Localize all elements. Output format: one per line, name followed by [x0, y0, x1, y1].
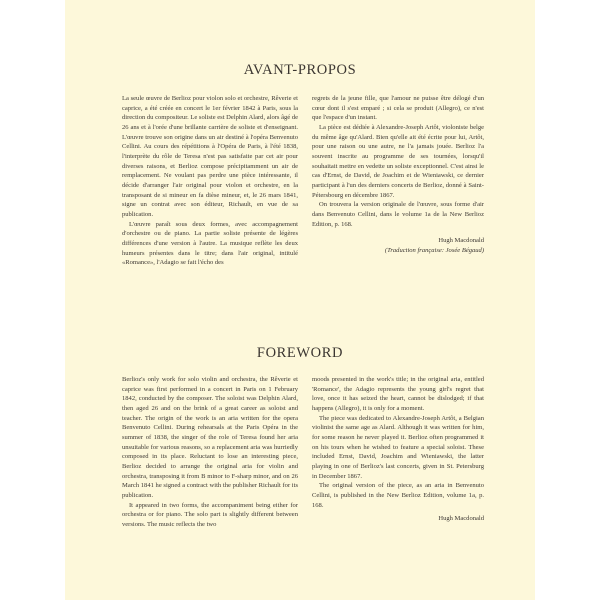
english-signature: Hugh Macdonald: [438, 515, 484, 523]
french-paragraph-1: La seule œuvre de Berlioz pour violon solo et orchestre, Rêverie et caprice, a été créée en concert le 1er février 1842 à Paris, sous la direction du compositeur. Le soliste est Delphin Alard, alors âgé de 26 ans et à l'orée d'une brillante carrière de soliste et d'enseignant. L'œuvre trouve son origine dans un air destiné à l'opéra Benvenuto Cellini. Au cours des répétitions à l'Opéra de Paris, à l'été 1838, l'interprète du rôle de Teresa n'est pas satisfaite par cet air pour diverses raisons, et Berlioz compose précipitamment un air de remplacement. Ne voulant pas perdre une pièce intéressante, il décide d'arranger l'air original pour violon et orchestre, en la transposant de si mineur en fa dièse mineur, et, le 26 mars 1841, signe un contrat avec son éditeur, Richault, en vue de sa publication.: [122, 95, 298, 218]
french-right-column: [312, 94, 484, 256]
french-section-title: AVANT-PROPOS: [243, 62, 357, 78]
english-paragraph-4: The piece was dedicated to Alexandre-Joseph Artôt, a Belgian violinist the same age as Alard. Although it was written for him, for some reason he never played it. Berlioz often programmed it on his tours when he wished to feature a special soloist. These included Ernst, David, Joachim and Wieniawski, the latter playing in one of Berlioz's last concerts, given in St. Petersburg in December 1867.: [312, 414, 484, 480]
french-paragraph-2: L'œuvre paraît sous deux formes, avec accompagnement d'orchestre ou de piano. La partie soliste présente de légères différences d'une version à l'autre. La musique reflète les deux humeurs présentes dans le titre; dans l'air original, intitulé «Romance», l'Adagio se fait l'écho des: [122, 220, 298, 267]
translation-credit: (Traduction française: Josée Bégaud): [384, 246, 484, 254]
french-paragraph-4: La pièce est dédiée à Alexandre-Joseph Artôt, violoniste belge du même âge qu'Alard. Bien qu'elle ait été écrite pour lui, Artôt, pour une raison ou une autre, ne l'a jamais jouée. Berlioz l'a souvent inscrite au programme de ses tournées, lorsqu'il souhaitait mettre en vedette un soliste exceptionnel. C'est ainsi le cas d'Ernst, de David, de Joachim et de Wieniawski, ce dernier participant à l'un des derniers concerts de Berlioz, donné à Saint-Pétersbourg en décembre 1867.: [312, 123, 484, 199]
french-paragraph-5: On trouvera la version originale de l'œuvre, sous forme d'air dans Benvenuto Cellini, dans le volume 1a de la New Berlioz Edition, p. 168.: [312, 201, 484, 228]
french-left-column: [122, 94, 298, 268]
english-left-column: [122, 375, 298, 530]
english-right-column: [312, 375, 484, 524]
french-signature: Hugh Macdonald: [438, 237, 484, 245]
english-paragraph-5: The original version of the piece, as an aria in Benvenuto Cellini, is published in the New Berlioz Edition, volume 1a, p. 168.: [312, 482, 484, 509]
english-paragraph-3: moods presented in the work's title; in the original aria, entitled 'Romance', the Adagio represents the young girl's regret that love, once it has seized the heart, cannot be dislodged; if that happens (Allegro), it is only for a moment.: [312, 376, 484, 412]
english-paragraph-2: It appeared in two forms, the accompaniment being either for orchestra or for piano. The solo part is slightly different between versions. The music reflects the two: [122, 501, 298, 528]
english-section-title: FOREWORD: [256, 345, 344, 361]
french-paragraph-3: regrets de la jeune fille, que l'amour ne puisse être délogé d'un cœur dont il s'est emparé ; si cela se produit (Allegro), ce n'est que l'espace d'un instant.: [312, 95, 484, 122]
english-paragraph-1: Berlioz's only work for solo violin and orchestra, the Rêverie et caprice was first performed in a concert in Paris on 1 February 1842, conducted by the composer. The soloist was Delphin Alard, then aged 26 and on the brink of a great career as soloist and teacher. The origin of the work is an aria written for the opera Benvenuto Cellini. During rehearsals at the Paris Opéra in the summer of 1838, the singer of the role of Teresa found her aria unsuitable for various reasons, so a replacement aria was hurriedly composed in its place. Reluctant to lose an interesting piece, Berlioz decided to arrange the original aria for violin and orchestra, transposing it from B minor to F-sharp minor, and on 26 March 1841 he signed a contract with the publisher Richault for its publication.: [122, 376, 298, 499]
